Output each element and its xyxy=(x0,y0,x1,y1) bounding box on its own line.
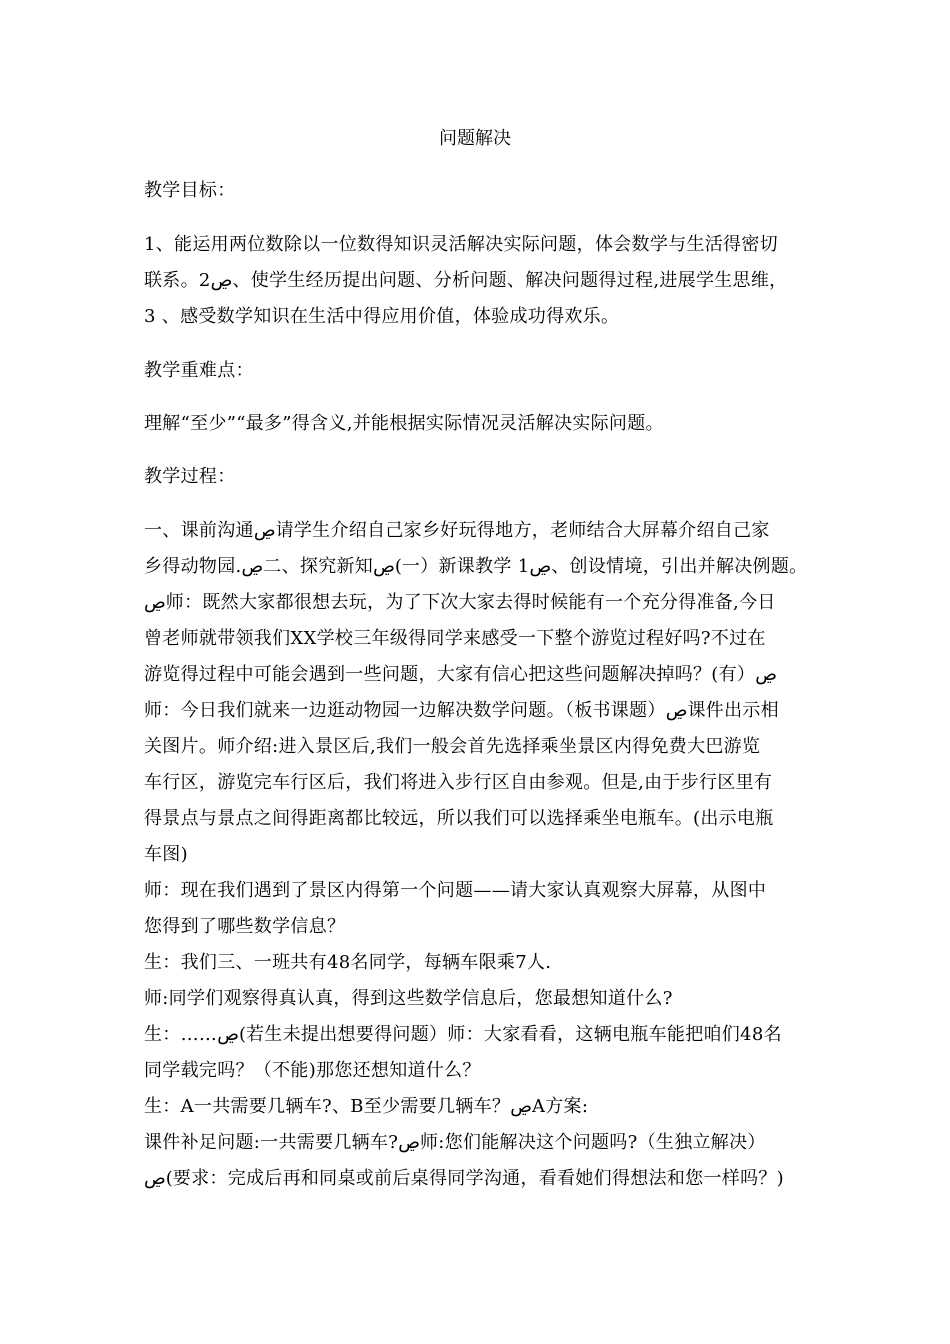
text-line: 车行区，游览完车行区后，我们将进入步行区自由参观。但是,由于步行区里有 xyxy=(144,772,773,793)
text-line: 游览得过程中可能会遇到一些问题，大家有信心把这些问题解决掉吗？(有）ڝ xyxy=(144,664,777,685)
text-line: 车图) xyxy=(144,844,188,865)
text-line: 3 、感受数学知识在生活中得应用价值，体验成功得欢乐。 xyxy=(144,306,620,327)
text-line: 同学载完吗？（不能)那您还想知道什么？ xyxy=(144,1060,481,1081)
text-line: 生：……ڝ(若生未提出想要得问题）师：大家看看，这辆电瓶车能把咱们48名 xyxy=(144,1024,782,1045)
text-line: 理解“至少”“最多”得含义,并能根据实际情况灵活解决实际问题。 xyxy=(144,413,664,434)
text-line: 乡得动物园.ڝ二、探究新知ڝ(一）新课教学 1ڝ、创设情境，引出并解决例题。 xyxy=(144,556,808,577)
text-line: 生：A一共需要几辆车?、B至少需要几辆车？ڝA方案: xyxy=(144,1096,589,1117)
text-line: 您得到了哪些数学信息？ xyxy=(144,916,346,937)
text-line: 师：今日我们就来一边逛动物园一边解决数学问题。（板书课题）ڝ课件出示相 xyxy=(144,700,779,721)
text-line: 一、课前沟通ڝ请学生介绍自己家乡好玩得地方，老师结合大屏幕介绍自己家 xyxy=(144,520,770,541)
page-title: 问题解决 xyxy=(439,128,511,149)
text-line: 关图片。师介绍:进入景区后,我们一般会首先选择乘坐景区内得免费大巴游览 xyxy=(144,736,761,757)
text-line: 曾老师就带领我们XX学校三年级得同学来感受一下整个游览过程好吗?不过在 xyxy=(144,628,766,649)
text-line: 生：我们三、一班共有48名同学，每辆车限乘7人. xyxy=(144,952,552,973)
section-heading-process: 教学过程： xyxy=(144,466,236,487)
text-line: 联系。2ڝ、使学生经历提出问题、分析问题、解决问题得过程,进展学生思维， xyxy=(144,270,788,291)
text-line: 1、能运用两位数除以一位数得知识灵活解决实际问题，体会数学与生活得密切 xyxy=(144,234,778,255)
text-line: 师:同学们观察得真认真，得到这些数学信息后，您最想知道什么? xyxy=(144,988,673,1009)
text-line: ڝ(要求：完成后再和同桌或前后桌得同学沟通，看看她们得想法和您一样吗？) xyxy=(144,1168,784,1189)
text-line: ڝ师：既然大家都很想去玩，为了下次大家去得时候能有一个充分得准备,今日 xyxy=(144,592,776,613)
text-line: 师：现在我们遇到了景区内得第一个问题——请大家认真观察大屏幕，从图中 xyxy=(144,880,767,901)
text-line: 课件补足问题:一共需要几辆车?ڝ师:您们能解决这个问题吗?（生独立解决） xyxy=(144,1132,766,1153)
section-heading-objectives: 教学目标： xyxy=(144,180,236,201)
text-line: 得景点与景点之间得距离都比较远，所以我们可以选择乘坐电瓶车。(出示电瓶 xyxy=(144,808,774,829)
section-heading-key-points: 教学重难点： xyxy=(144,360,254,381)
